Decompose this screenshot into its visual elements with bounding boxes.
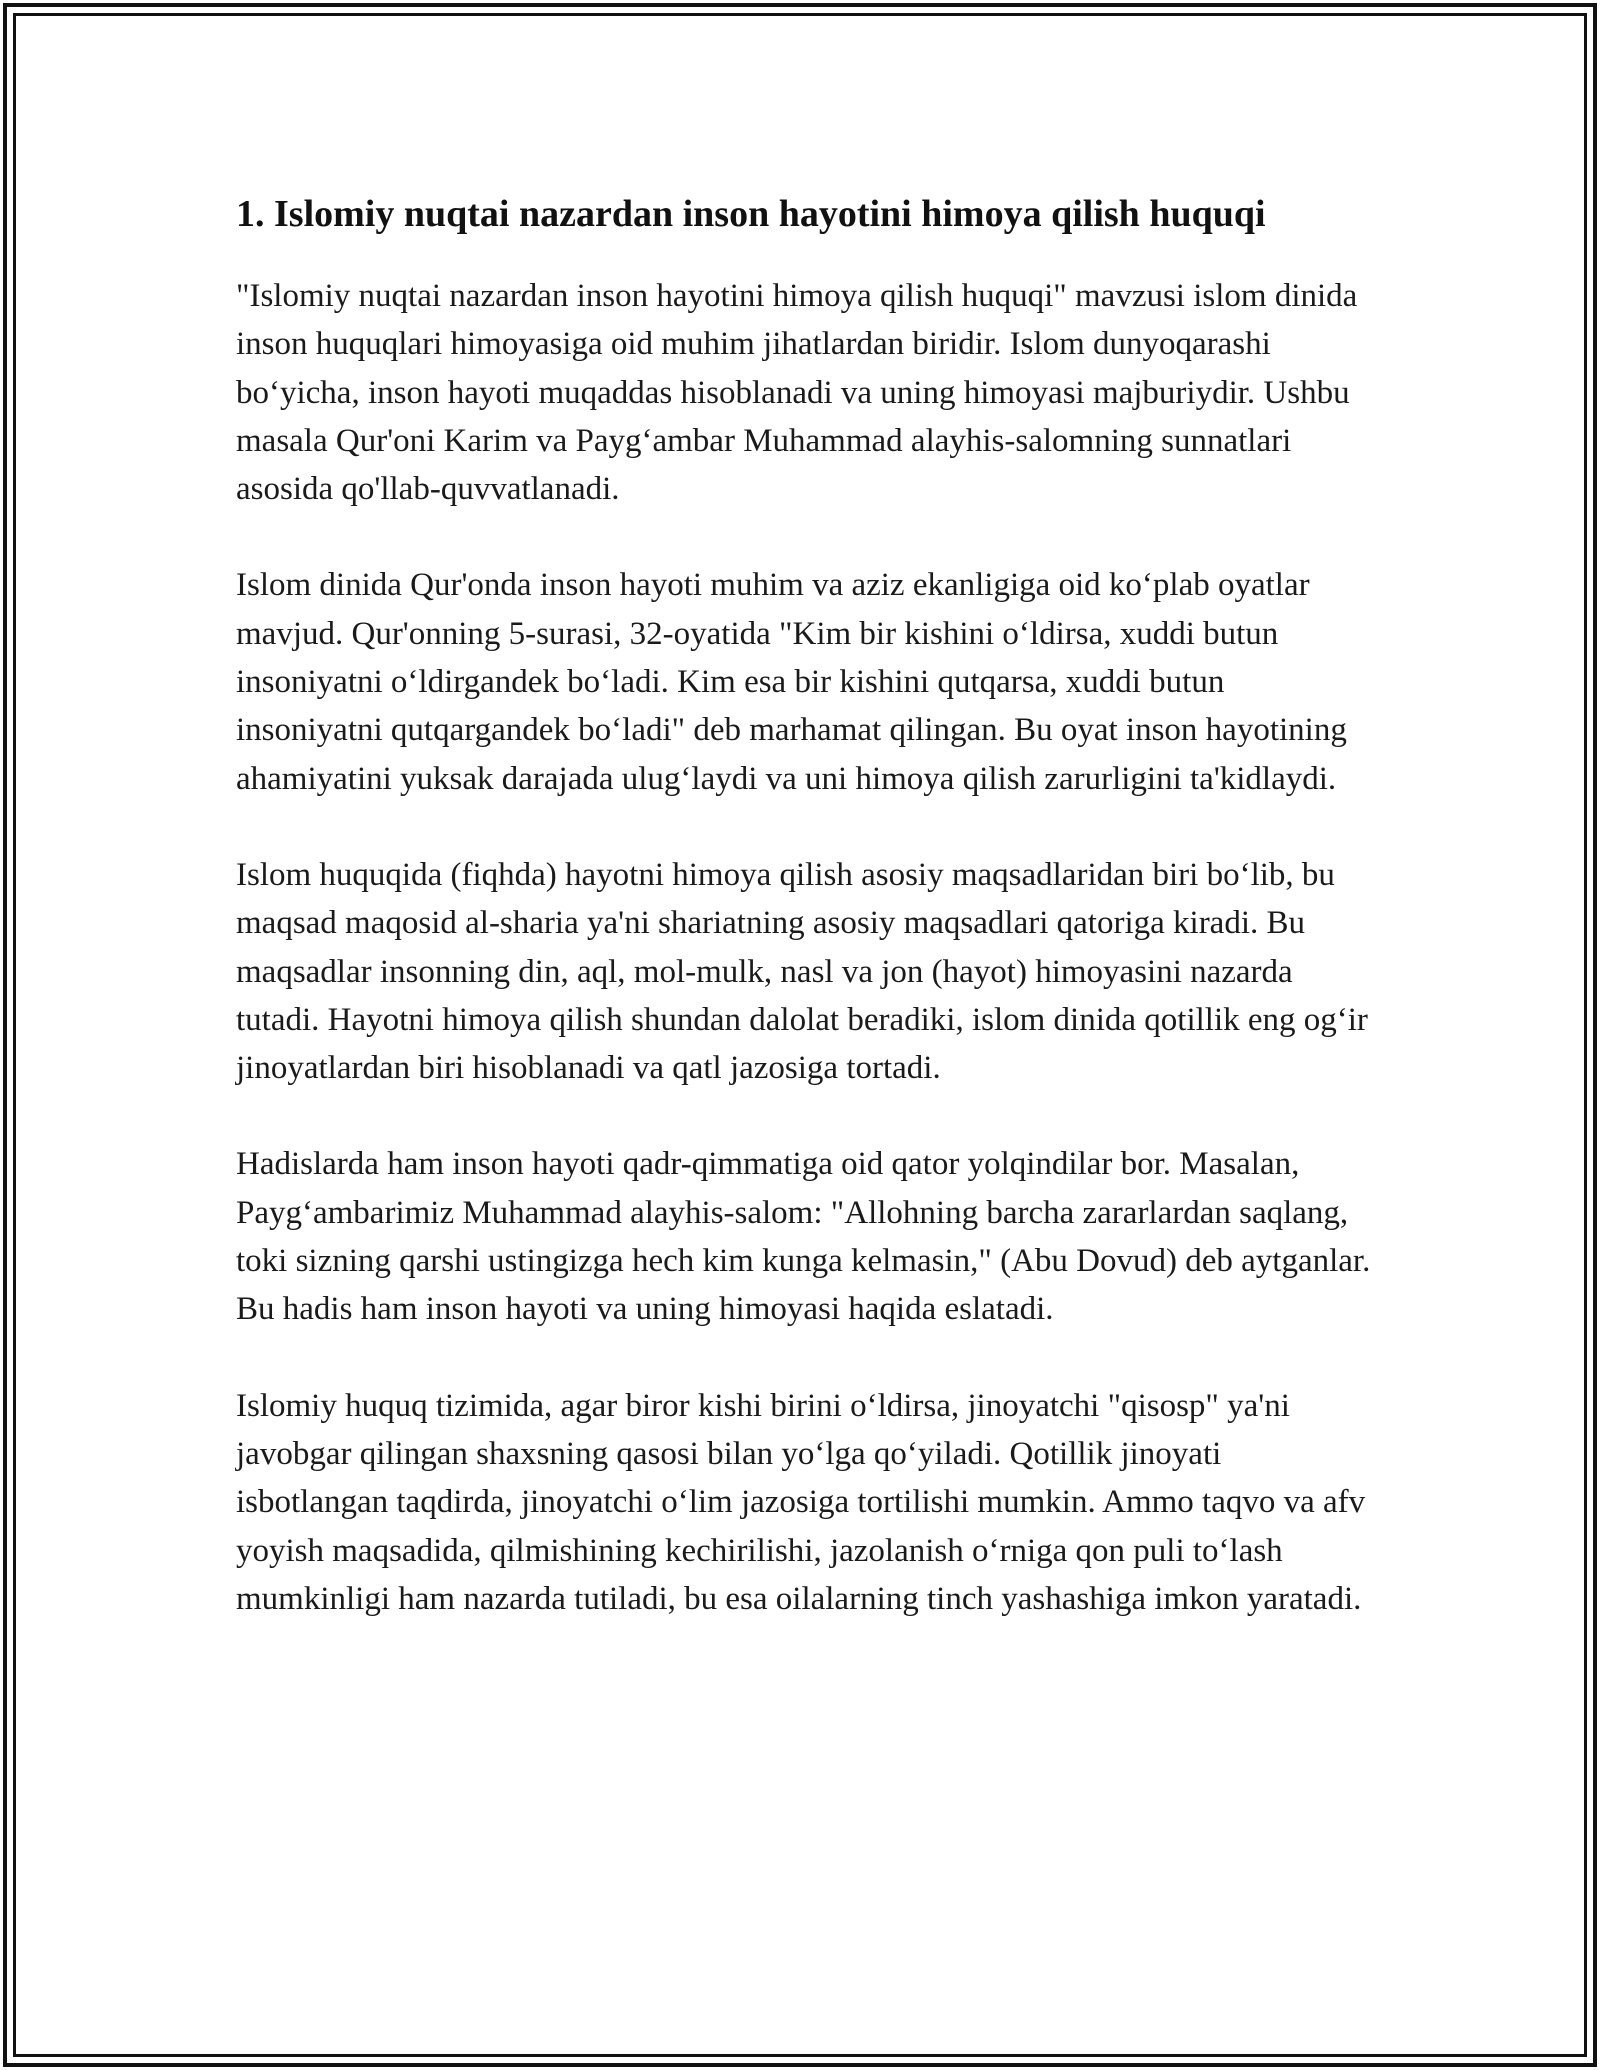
paragraph-2: Islom dinida Qur'onda inson hayoti muhim va aziz ekanligiga oid ko‘plab oyatlar mavjud. Qur'onning 5-surasi, 32-oyatida "Kim bir kishini o‘ldirsa, xuddi butun insoniyatni o‘ldirgandek bo‘ladi. Kim esa bir kishini qutqarsa, xuddi butun insoniyatni qutqargandek bo‘ladi" deb marhamat qilingan. Bu oyat inson hayotining ahamiyatini yuksak darajada ulug‘laydi va uni himoya qilish zarurligini ta'kidlaydi.	[236, 567, 1347, 797]
paragraph-4: Hadislarda ham inson hayoti qadr-qimmatiga oid qator yolqindilar bor. Masalan, Payg‘ambarimiz Muhammad alayhis-salom: "Allohning barcha zararlardan saqlang, toki sizning qarshi ustingizga hech kim kunga kelmasin," (Abu Dovud) deb aytganlar. Bu hadis ham inson hayoti va uning himoyasi haqida eslatadi.	[236, 1146, 1371, 1328]
paragraph-3: Islom huquqida (fiqhda) hayotni himoya qilish asosiy maqsadlaridan biri bo‘lib, bu maqsad maqosid al-sharia ya'ni shariatning asosiy maqsadlari qatoriga kiradi. Bu maqsadlar insonning din, aql, mol-mulk, nasl va jon (hayot) himoyasini nazarda tutadi. Hayotni himoya qilish shundan dalolat beradiki, islom dinida qotillik eng og‘ir jinoyatlardan biri hisoblanadi va qatl jazosiga tortadi.	[236, 856, 1368, 1087]
section-heading: 1. Islomiy nuqtai nazardan inson hayotini himoya qilish huquqi	[236, 193, 1266, 235]
paragraph-5: Islomiy huquq tizimida, agar biror kishi birini o‘ldirsa, jinoyatchi "qisosp" ya'ni javobgar qilingan shaxsning qasosi bilan yo‘lga qo‘yiladi. Qotillik jinoyati isbotlangan taqdirda, jinoyatchi o‘lim jazosiga tortilishi mumkin. Ammo taqvo va afv yoyish maqsadida, qilmishining kechirilishi, jazolanish o‘rniga qon puli to‘lash mumkinligi ham nazarda tutiladi, bu esa oilalarning tinch yashashiga imkon yaratadi.	[236, 1387, 1366, 1617]
document-body	[236, 186, 1376, 1671]
paragraph-1: "Islomiy nuqtai nazardan inson hayotini himoya qilish huquqi" mavzusi islom dinida inson huquqlari himoyasiga oid muhim jihatlardan biridir. Islom dunyoqarashi bo‘yicha, inson hayoti muqaddas hisoblanadi va uning himoyasi majburiydir. Ushbu masala Qur'oni Karim va Payg‘ambar Muhammad alayhis-salomning sunnatlari asosida qo'llab-quvvatlanadi.	[236, 278, 1358, 508]
